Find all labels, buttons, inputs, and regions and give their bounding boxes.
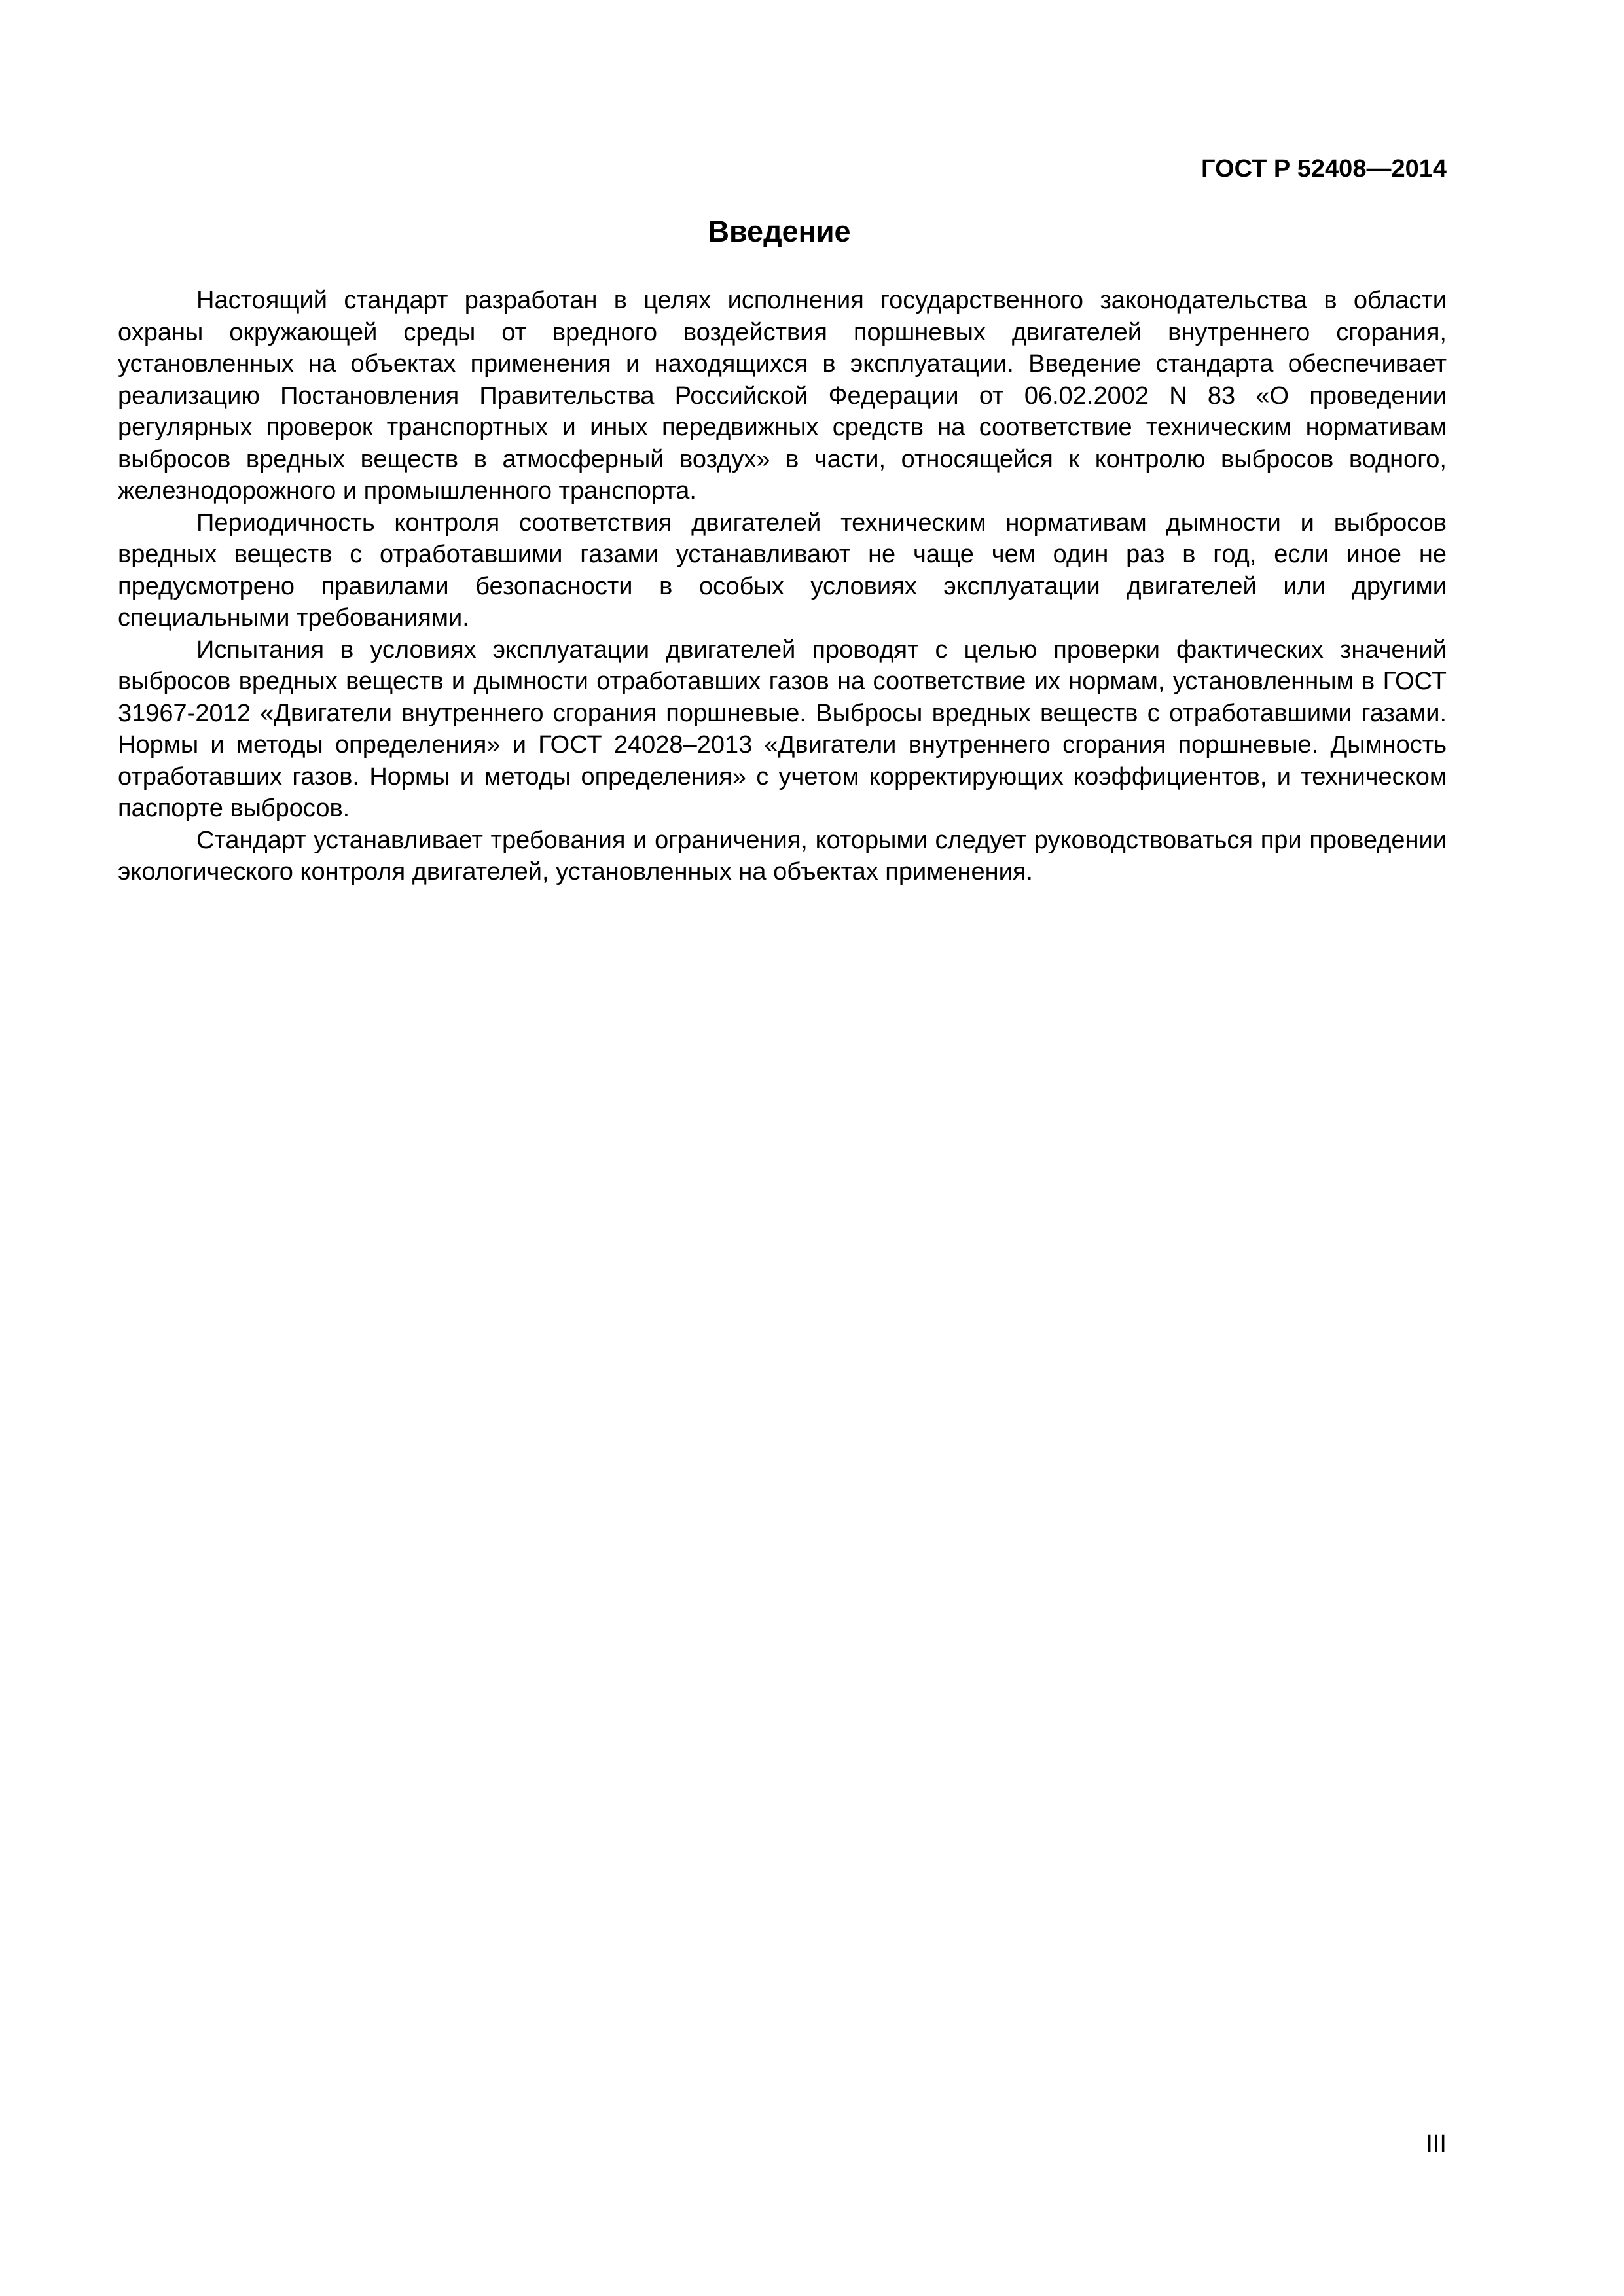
body-text [118,285,1447,888]
paragraph: Стандарт устанавливает требования и ограничения, которыми следует руководствоваться при проведении экологического контроля двигателей, установленных на объектах применения. [118,826,1447,886]
paragraph: Периодичность контроля соответствия двигателей техническим нормативам дымности и выбросов вредных веществ с отработавшими газами устанавливают не чаще чем один раз в год, если иное не предусмотрено правилами безопасности в особых условиях эксплуатации двигателей или другими специальными требованиями. [118,509,1447,632]
page-number: III [1426,2130,1447,2158]
section-title: Введение [708,215,851,248]
paragraph: Настоящий стандарт разработан в целях исполнения государственного законодательства в области охраны окружающей среды от вредного воздействия поршневых двигателей внутреннего сгорания, установленных на объектах применения и находящихся в эксплуатации. Введение стандарта обеспечивает реализацию Постановления Правительства Российской Федерации от 06.02.2002 N 83 «О проведении регулярных проверок транспортных и иных передвижных средств на соответствие техническим нормативам выбросов вредных веществ в атмосферный воздух» в части, относящейся к контролю выбросов водного, железнодорожного и промышленного транспорта. [118,287,1447,505]
paragraph: Испытания в условиях эксплуатации двигателей проводят с целью проверки фактических значений выбросов вредных веществ и дымности отработавших газов на соответствие их нормам, установленным в ГОСТ 31967-2012 «Двигатели внутреннего сгорания поршневые. Выбросы вредных веществ с отработавшими газами. Нормы и методы определения» и ГОСТ 24028–2013 «Двигатели внутреннего сгорания поршневые. Дымность отработавших газов. Нормы и методы определения» с учетом корректирующих коэффициентов, и техническом паспорте выбросов. [118,636,1447,822]
standard-number-header: ГОСТ Р 52408—2014 [1201,155,1447,183]
